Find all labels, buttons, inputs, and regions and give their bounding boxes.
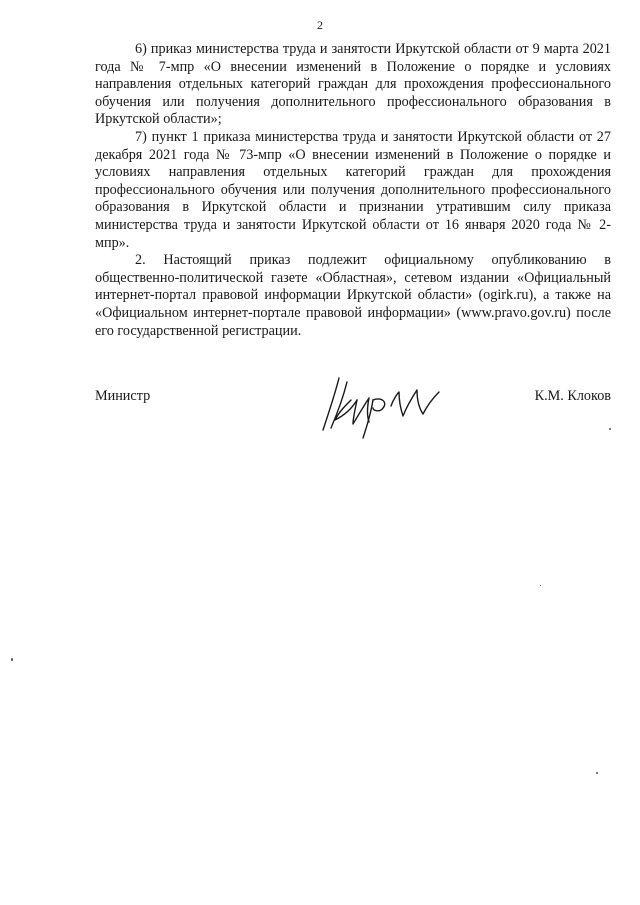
document-body [95,41,611,340]
scan-speck [609,428,611,430]
scan-speck [596,772,598,774]
signer-position: Министр [95,388,151,404]
signer-name: К.М. Клоков [534,388,611,404]
scan-speck [540,585,541,586]
list-item-6: 6) приказ министерства труда и занятости Иркутской области от 9 марта 2021 года № 7-мпр «О внесении изменений в Положение о порядке и условиях направления отдельных категорий граждан для прохождения профессионального обучения или получения дополнительного профессионального образования в Иркутской области»; [95,41,611,128]
scan-speck [11,658,13,661]
publication-clause: 2. Настоящий приказ подлежит официальному опубликованию в общественно-политической газете «Областная», сетевом издании «Официальный интернет-портал правовой информации Иркутской области» (ogirk.ru), а также на «Официальном интернет-портале правовой информации» (www.pravo.gov.ru) после его государственной регистрации. [95,252,611,339]
list-item-7: 7) пункт 1 приказа министерства труда и занятости Иркутской области от 27 декабря 2021 года № 73-мпр «О внесении изменений в Положение о порядке и условиях направления отдельных категорий граждан для прохождения профессионального обучения или получения дополнительного профессионального образования в Иркутской области и признании утратившим силу приказа министерства труда и занятости Иркутской области от 16 января 2020 года № 2-мпр». [95,128,611,251]
page-number: 2 [317,18,323,32]
signature-block [95,370,611,440]
handwritten-signature [317,370,457,440]
